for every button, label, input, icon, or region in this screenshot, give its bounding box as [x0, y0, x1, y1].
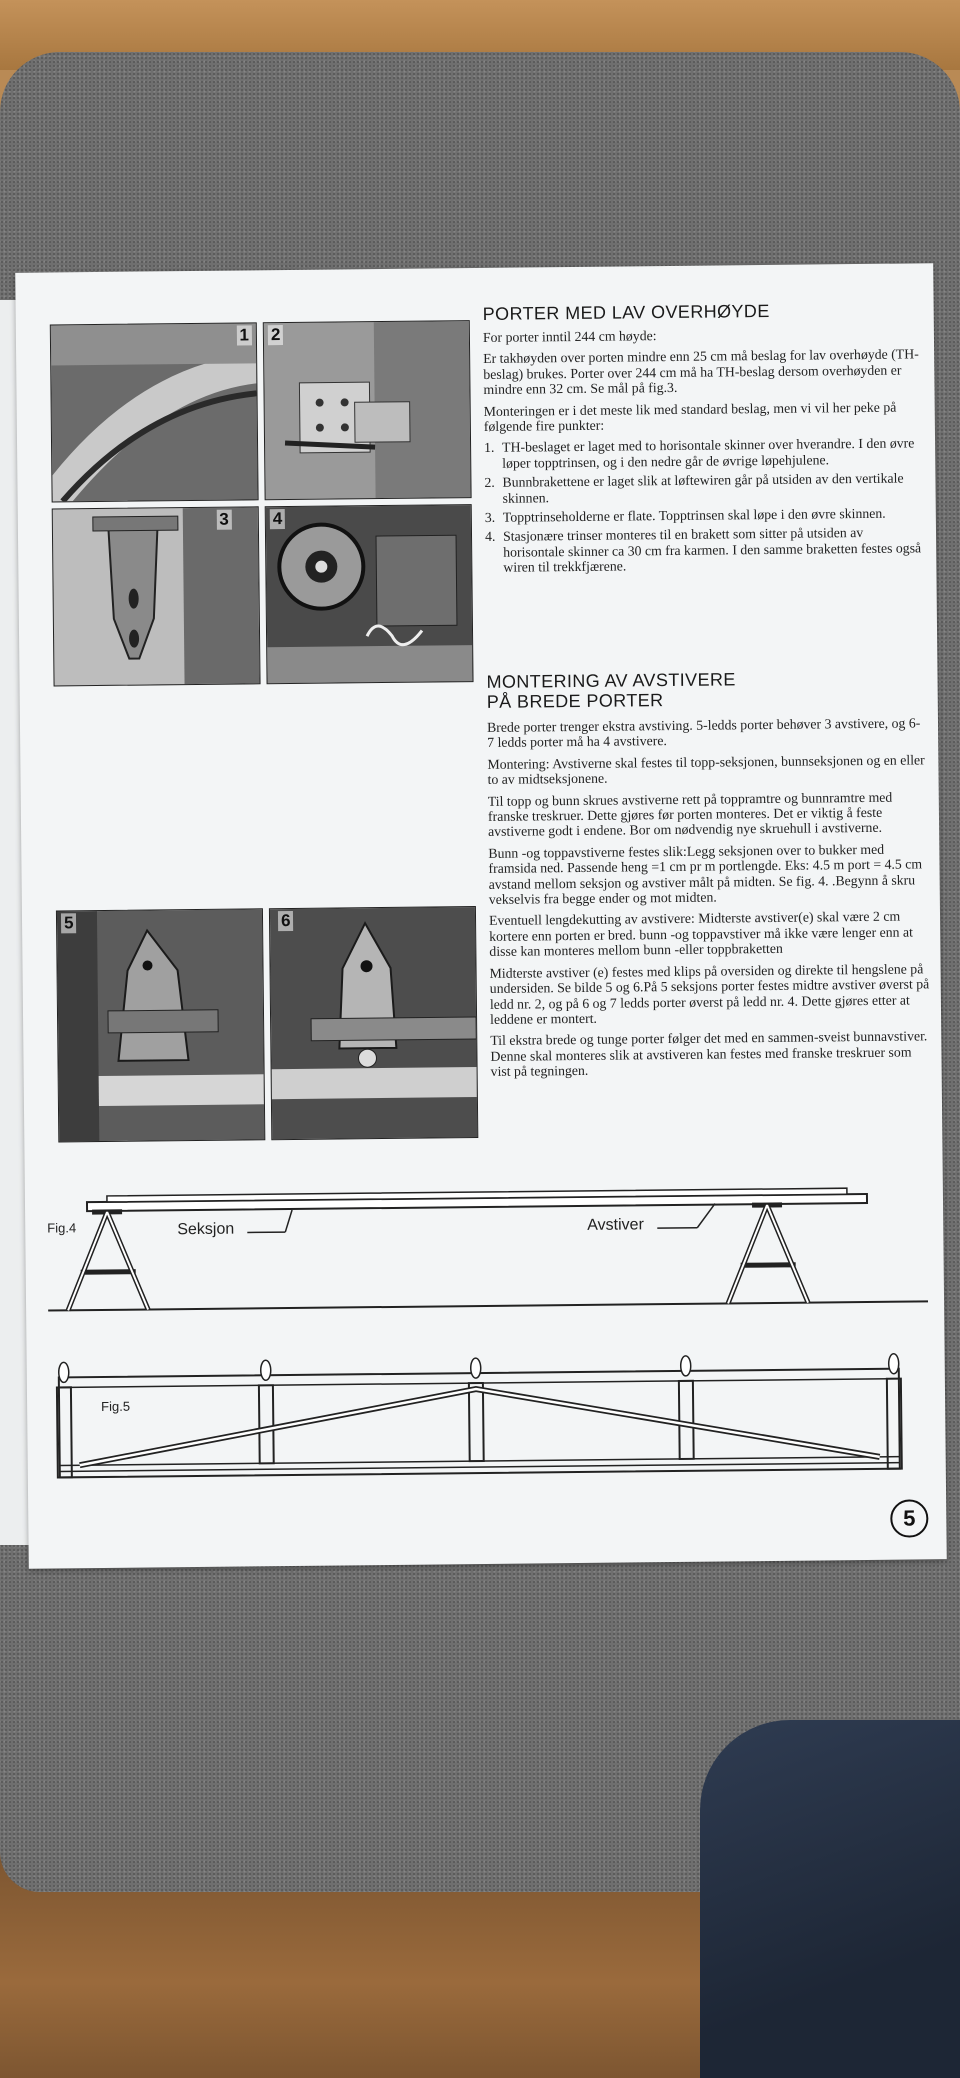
paragraph: Er takhøyden over porten mindre enn 25 cm må beslag for lav overhøyde (TH-beslag) brukes. Porter over 244 cm må ha TH-beslag dersom overhøyden er mindre enn 32 cm. Se mål på fig.3. — [483, 346, 919, 398]
photo-number: 3 — [216, 510, 232, 530]
list-number: 2. — [484, 475, 495, 491]
paragraph: Til topp og bunn skrues avstiverne rett på toppramtre og bunnramtre med franske treskruer. Dette gjøres før porten monteres. Det er viktig å feste avstiverne godt i endene. Bor om nødvendig nye skruehull i avstiverne. — [487, 789, 893, 840]
paragraph: Brede porter trenger ekstra avstiving. 5-ledds porter behøver 3 avstivere, og 6-7 ledds porter må ha 4 avstivere. — [486, 715, 921, 751]
figure-4-label: Fig.4 — [47, 1220, 77, 1236]
page-number-badge: 5 — [890, 1499, 928, 1537]
section-heading: PORTER MED LAV OVERHØYDE — [482, 300, 770, 324]
seksjon-label: Seksjon — [177, 1220, 235, 1239]
jeans-corner — [700, 1720, 960, 2078]
list-text: Bunnbrakettene er laget slik at løftewiren går på utsiden av den vertikale skinnen. — [502, 470, 904, 506]
figure-4-drawing — [47, 1183, 928, 1322]
manual-page — [15, 263, 947, 1569]
photo-4-image — [266, 505, 473, 683]
photo-5 — [56, 908, 265, 1142]
intro-text: For porter inntil 244 cm høyde: — [482, 328, 657, 345]
list-item — [484, 436, 924, 471]
list-number: 1. — [484, 440, 495, 456]
heading-line-1: MONTERING AV AVSTIVERE — [486, 669, 736, 692]
figure-5-drawing — [49, 1348, 930, 1497]
paragraph: Til ekstra brede og tunge porter følger det med en sammen-sveist bunnavstiver. Denne skal monteres slik at avstiveren kan festes med franske treskruer som vist på tegningen. — [490, 1028, 928, 1080]
photo-3 — [52, 506, 261, 686]
photo-4 — [265, 504, 474, 684]
photo-6-image — [270, 907, 477, 1139]
photo-5-image — [57, 909, 264, 1141]
photo-number: 4 — [270, 509, 286, 529]
section-low-headroom — [483, 299, 926, 579]
figure-4 — [47, 1183, 928, 1322]
avstiver-label: Avstiver — [587, 1216, 644, 1234]
list-item — [484, 471, 924, 506]
paragraph: Eventuell lengdekutting av avstivere: Midterste avstiver(e) skal være 2 cm kortere enn porten er bred. bunn -og toppavstiver må ikke være lenger enn at disse kan monteres mellom bunn -eller toppbraketten — [488, 909, 914, 960]
photo-number: 5 — [61, 913, 77, 933]
figure-5 — [49, 1348, 930, 1497]
photo-number: 6 — [278, 911, 294, 931]
list-number: 4. — [484, 529, 496, 545]
list-number: 3. — [484, 509, 496, 526]
photo-3-image — [53, 507, 260, 685]
paragraph: Monteringen er i det meste lik med standard beslag, men vi vil her peke på følgende fire punkter: — [483, 399, 897, 434]
paragraph: Midterste avstiver (e) festes med klips på oversiden og direkte til hengslene på undersiden. Se bilde 5 og 6.På 5 seksjons porter festes midtre avstiver øverst på ledd nr. 2, og på 6 og 7 ledds porter øverst på ledd nr. 4. Dette gjøres etter at leddene er montert. — [489, 961, 930, 1027]
heading-line-2: PÅ BREDE PORTER — [486, 690, 664, 712]
photo-number: 2 — [268, 325, 284, 345]
list-text: Stasjonære trinser monteres til en brakett som sitter på utsiden av horisontale skinner ca 30 cm fra karmen. I den samme braketten festes også wiren til trekkfjærene. — [502, 525, 922, 576]
paragraph: Montering: Avstiverne skal festes til topp-seksjonen, bunnseksjonen og en eller to av midtseksjonene. — [487, 752, 925, 788]
photo-2-image — [264, 321, 471, 499]
list-item — [485, 505, 925, 525]
figure-5-label: Fig.5 — [101, 1398, 131, 1415]
paragraph: Bunn -og toppavstiverne festes slik:Legg seksjonen over to bukker med framsida ned. Passende heng =1 cm pr m portlengde. Eks: 4.5 m port = 4.5 cm avstand mellom seksjon og avstiver målt på midten. Se fig. 4. .Begynn å skru vekselvis fra begge ender og mot midten. — [488, 841, 923, 907]
photo-number: 1 — [236, 325, 252, 345]
photo-1 — [50, 322, 259, 502]
list-item — [485, 525, 925, 576]
section-bracing — [486, 667, 930, 1085]
section-heading — [486, 667, 926, 712]
photo-1-image — [51, 323, 258, 501]
photo-6 — [269, 906, 478, 1140]
list-text: Topptrinseholderne er flate. Topptrinsen skal løpe i den øvre skinnen. — [502, 505, 886, 525]
list-text: TH-beslaget er laget med to horisontale skinner over hverandre. I den øvre løper topptrinsen, og i den nedre går de øvrige løpehjulene. — [502, 435, 915, 471]
photo-2 — [263, 320, 472, 500]
